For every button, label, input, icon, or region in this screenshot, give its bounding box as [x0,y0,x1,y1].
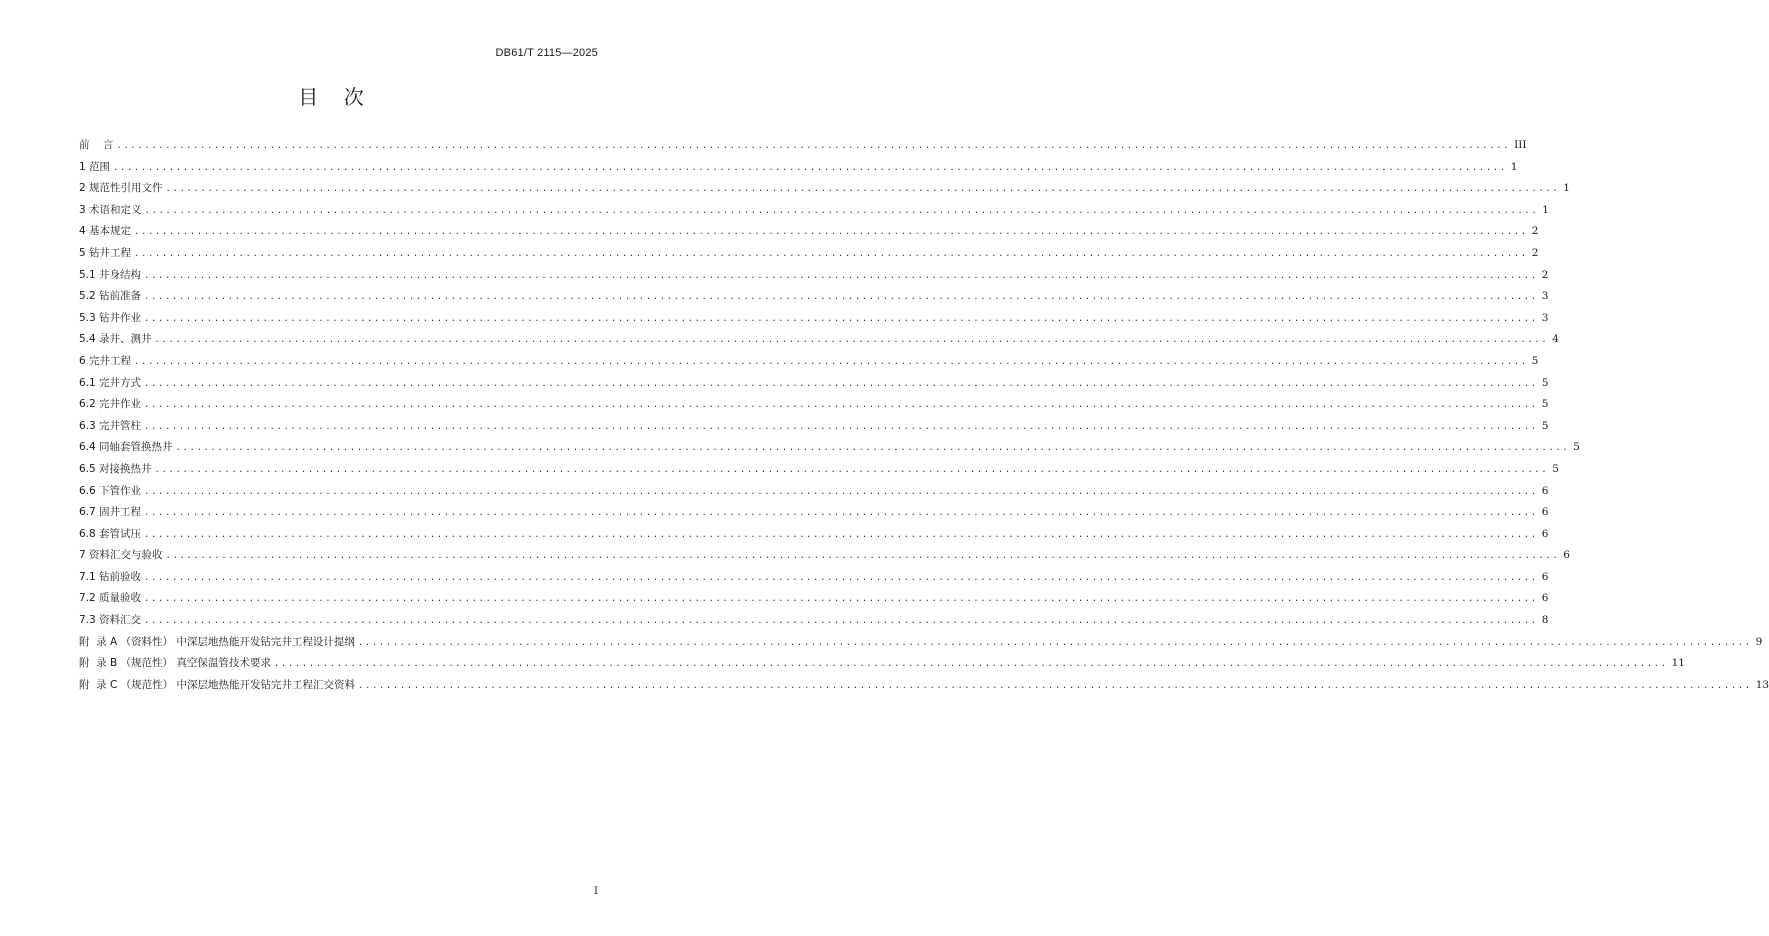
toc-entry-page: 5 [1552,462,1559,475]
toc-leader-dots: ........................................................................................................................................................................................................ [358,680,1752,691]
toc-entry[interactable] [79,159,1518,181]
toc-entry[interactable] [79,418,1549,440]
toc-entry[interactable] [79,137,1527,159]
toc-leader-dots: ........................................................................................................................................................................................................ [144,313,1538,324]
toc-entry-page: 1 [1510,160,1518,173]
toc-entry-page: 5 [1541,376,1549,389]
toc-entry-page: 5 [1541,419,1549,432]
toc-entry-page: 5 [1531,354,1539,367]
toc-entry[interactable] [79,396,1549,418]
toc-entry-page: 9 [1755,635,1763,648]
toc-entry-label: 前 言 [79,139,114,151]
toc-entry-page: 11 [1671,657,1685,670]
toc-entry[interactable] [79,267,1549,289]
toc-leader-dots: ........................................................................................................................................................................................................ [175,443,1570,454]
toc-entry-label: 3 术语和定义 [79,203,142,216]
toc-entry[interactable] [79,331,1559,353]
toc-entry-page: 6 [1541,506,1549,519]
toc-entry-page: 8 [1541,614,1549,627]
toc-leader-dots: ........................................................................................................................................................................................................ [273,659,1668,670]
toc-entry[interactable] [79,310,1549,332]
toc-entry-page: 2 [1541,268,1549,281]
toc-entry-label: 5.2 钻前准备 [79,290,142,303]
toc-leader-dots: ........................................................................................................................................................................................................ [154,335,1549,346]
toc-entry[interactable] [79,461,1559,483]
toc-entry-appendix[interactable] [79,655,1685,677]
toc-leader-dots: ........................................................................................................................................................................................................ [116,141,1511,151]
toc-entry-page: 3 [1541,311,1549,324]
toc-entry-label: 5.3 钻井作业 [79,311,142,324]
toc-entry[interactable] [79,483,1549,505]
toc-leader-dots: ........................................................................................................................................................................................................ [134,356,1528,367]
toc-entry-label: 1 范围 [79,160,111,173]
toc-leader-dots: ........................................................................................................................................................................................................ [134,248,1528,259]
toc-entry-page: 5 [1541,398,1549,411]
toc-entry[interactable] [79,245,1539,267]
toc-entry-label: 6.6 下管作业 [79,484,142,497]
toc-entry-label: 5 钻井工程 [79,246,132,259]
toc-entry-label: 7.2 质量验收 [79,592,142,605]
toc-entry-label: 附 录 A （资料性） 中深层地热能开发钻完井工程设计提纲 [79,635,355,648]
toc-entry-label: 5.4 录井、测井 [79,333,152,346]
toc-entry[interactable] [79,590,1549,612]
toc-leader-dots: ........................................................................................................................................................................................................ [144,572,1538,583]
toc-entry[interactable] [79,353,1539,375]
toc-leader-dots: ........................................................................................................................................................................................................ [165,184,1560,195]
toc-entry-label: 附 录 B （规范性） 真空保温管技术要求 [79,657,271,670]
toc-entry-label: 6.2 完井作业 [79,398,142,411]
toc-entry-page: 3 [1541,290,1549,303]
toc-leader-dots: ........................................................................................................................................................................................................ [144,529,1538,540]
toc-leader-dots: ........................................................................................................................................................................................................ [144,616,1538,627]
toc-leader-dots: ........................................................................................................................................................................................................ [144,421,1538,432]
page-title: 目 次 [298,85,364,109]
toc-leader-dots: ........................................................................................................................................................................................................ [165,551,1560,562]
toc-leader-dots: ........................................................................................................................................................................................................ [134,227,1528,238]
toc-entry-appendix[interactable] [79,677,1769,699]
toc-entry-page: 5 [1573,441,1580,454]
toc-entry-label: 7.1 钻前验收 [79,570,142,583]
toc-entry-label: 6.4 同轴套管换热井 [79,441,173,454]
toc-entry-page: 4 [1552,333,1559,346]
toc-entry[interactable] [79,288,1549,310]
toc-entry-label: 附 录 C （规范性） 中深层地热能开发钻完井工程汇交资料 [79,678,356,691]
toc-entry-page: 6 [1541,527,1549,540]
toc-leader-dots: ........................................................................................................................................................................................................ [144,400,1538,411]
standard-number: DB61/T 2115—2025 [495,47,598,59]
toc-entry-page: 6 [1541,570,1549,583]
toc-entry-label: 6.3 完井管柱 [79,419,142,432]
toc-entry-label: 6.5 对接换热井 [79,462,152,475]
toc-entry-label: 6.8 套管试压 [79,527,142,540]
toc-leader-dots: ........................................................................................................................................................................................................ [144,508,1538,519]
toc-entry-page: 2 [1531,225,1539,238]
toc-leader-dots: ........................................................................................................................................................................................................ [144,270,1538,281]
toc-entry-appendix[interactable] [79,634,1763,656]
toc-entry-label: 2 规范性引用文件 [79,182,163,195]
toc-entry-page: 1 [1542,203,1549,216]
toc-entry[interactable] [79,504,1549,526]
toc-entry[interactable] [79,223,1539,245]
toc-leader-dots: ........................................................................................................................................................................................................ [154,464,1549,475]
toc-entry-label: 7.3 资料汇交 [79,614,142,627]
toc-entry[interactable] [79,547,1570,569]
toc-entry[interactable] [79,526,1549,548]
toc-entry-page: 6 [1541,484,1549,497]
toc-leader-dots: ........................................................................................................................................................................................................ [113,162,1507,173]
toc-leader-dots: ........................................................................................................................................................................................................ [144,292,1538,303]
toc-entry-label: 6.1 完井方式 [79,376,142,389]
toc-entry-label: 6 完井工程 [79,354,132,367]
toc-entry-page: 2 [1531,246,1539,259]
toc-entry[interactable] [79,569,1549,591]
page-number: I [594,886,598,897]
toc-entry-page: 13 [1755,678,1769,691]
toc-entry-page: III [1514,139,1527,151]
toc-entry[interactable] [79,202,1549,224]
toc-leader-dots: ........................................................................................................................................................................................................ [144,205,1539,216]
toc-entry-page: 1 [1563,182,1570,195]
toc-entry-label: 7 资料汇交与验收 [79,549,163,562]
toc-entry-label: 6.7 固井工程 [79,506,142,519]
toc-entry-page: 6 [1563,549,1570,562]
toc-entry-page: 6 [1541,592,1549,605]
toc-entry-label: 5.1 井身结构 [79,268,142,281]
toc-leader-dots: ........................................................................................................................................................................................................ [144,594,1538,605]
table-of-contents [79,137,1769,698]
toc-entry[interactable] [79,180,1570,202]
toc-leader-dots: ........................................................................................................................................................................................................ [357,637,1752,648]
toc-entry[interactable] [79,375,1549,397]
toc-entry[interactable] [79,612,1549,634]
toc-entry[interactable] [79,439,1580,461]
toc-leader-dots: ........................................................................................................................................................................................................ [144,486,1538,497]
toc-leader-dots: ........................................................................................................................................................................................................ [144,378,1538,389]
toc-entry-label: 4 基本规定 [79,225,132,238]
